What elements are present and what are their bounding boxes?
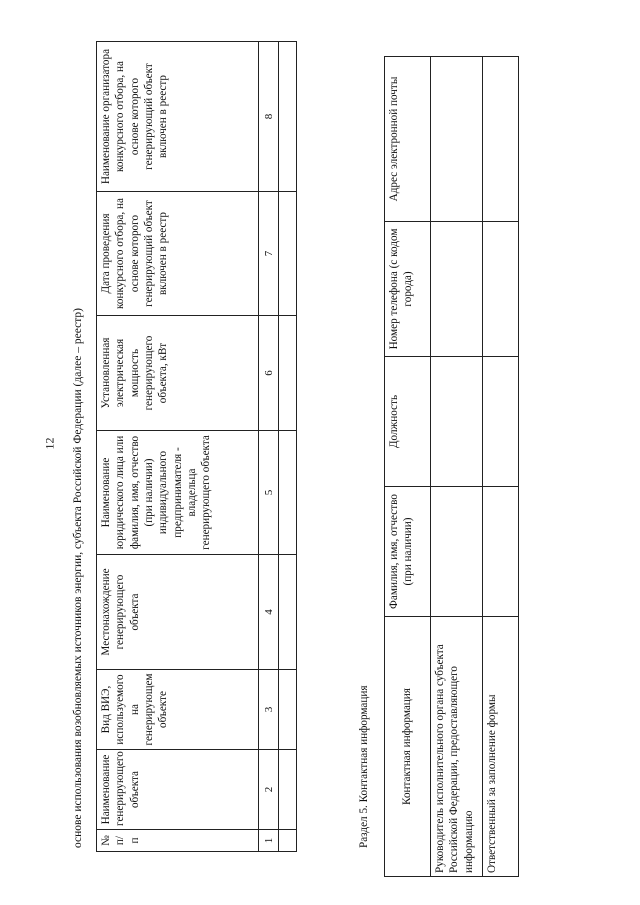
column-number: 3	[259, 670, 279, 750]
header-cell: Наименование организатора конкурсного отбора, на основе которого генерирующий объект включен в реестр	[97, 42, 259, 192]
empty-cell	[483, 487, 519, 617]
contact-header-row	[385, 57, 431, 877]
header-cell: Адрес электронной почты	[385, 57, 431, 222]
section-title	[358, 685, 370, 848]
registry-number-row	[259, 42, 279, 852]
header-cell: Дата проведения конкурсного отбора, на основе которого генерирующий объект включен в реестр	[97, 192, 259, 316]
row-label: Руководитель исполнительного органа субъекта Российской Федерации, предоставляющего информацию	[431, 617, 483, 877]
empty-cell	[431, 222, 483, 357]
empty-cell	[279, 670, 297, 750]
lead-text	[72, 308, 84, 848]
contact-row	[483, 57, 519, 877]
empty-cell	[483, 357, 519, 487]
header-cell: Местонахождение генерирующего объекта	[97, 555, 259, 670]
section-title-text: Раздел 5. Контактная информация	[358, 685, 370, 848]
empty-cell	[279, 555, 297, 670]
empty-cell	[279, 192, 297, 316]
column-number: 7	[259, 192, 279, 316]
header-cell: Контактная информация	[385, 617, 431, 877]
empty-cell	[279, 750, 297, 830]
header-cell: Вид ВИЭ, используемого на генерирующем объекте	[97, 670, 259, 750]
header-cell: № п/п	[97, 830, 259, 852]
empty-cell	[431, 57, 483, 222]
empty-cell	[279, 830, 297, 852]
header-cell: Наименование юридического лица или фамилия, имя, отчество (при наличии) индивидуального предпринимателя - владельца генерирующего объекта	[97, 431, 259, 555]
empty-cell	[483, 222, 519, 357]
registry-empty-row	[279, 42, 297, 852]
empty-cell	[279, 431, 297, 555]
header-cell: Номер телефона (с кодом города)	[385, 222, 431, 357]
empty-cell	[431, 357, 483, 487]
empty-cell	[431, 487, 483, 617]
contact-row	[431, 57, 483, 877]
registry-table-wrap	[96, 41, 297, 852]
header-cell: Установленная электрическая мощность генерирующего объекта, кВт	[97, 316, 259, 431]
empty-cell	[279, 316, 297, 431]
contact-table-wrap	[384, 56, 519, 877]
row-label: Ответственный за заполнение формы	[483, 617, 519, 877]
header-cell: Наименование генерирующего объекта	[97, 750, 259, 830]
empty-cell	[279, 42, 297, 192]
contact-table	[384, 56, 519, 877]
column-number: 8	[259, 42, 279, 192]
column-number: 5	[259, 431, 279, 555]
empty-cell	[483, 57, 519, 222]
column-number: 2	[259, 750, 279, 830]
registry-header-row	[97, 42, 259, 852]
header-cell: Должность	[385, 357, 431, 487]
header-cell: Фамилия, имя, отчество (при наличии)	[385, 487, 431, 617]
column-number: 4	[259, 555, 279, 670]
page-number: 12	[42, 437, 57, 450]
column-number: 1	[259, 830, 279, 852]
lead-text-content: основе использования возобновляемых источников энергии, субъекта Российской Федерации (далее – реестр)	[72, 308, 84, 848]
registry-table	[96, 41, 297, 852]
column-number: 6	[259, 316, 279, 431]
